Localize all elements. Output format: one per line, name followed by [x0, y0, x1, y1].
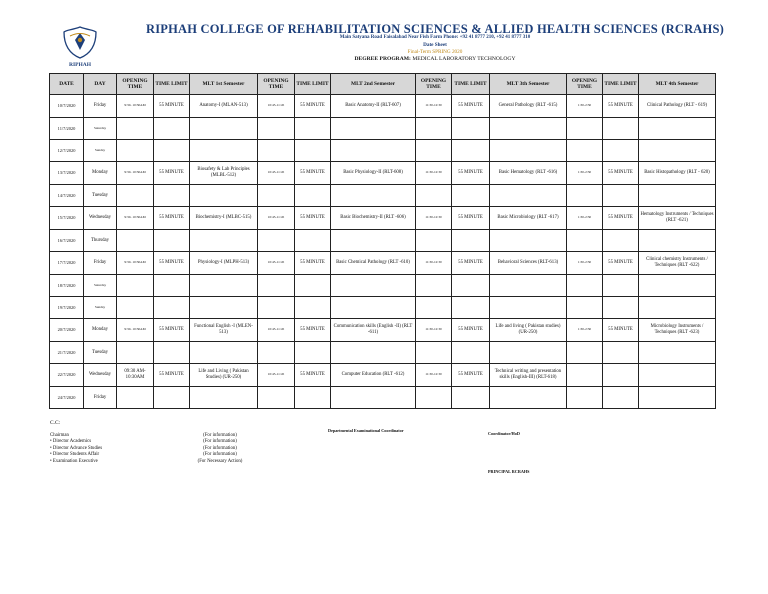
- opening-time-cell: [567, 275, 603, 297]
- subject-cell: [331, 387, 416, 409]
- time-limit-cell: [154, 342, 190, 364]
- time-limit-cell: 55 MINUTE: [603, 162, 639, 185]
- subject-cell: [490, 140, 567, 162]
- purpose: (For information): [203, 439, 237, 445]
- opening-time-cell: [416, 140, 452, 162]
- subject-cell: [639, 342, 716, 364]
- subject-cell: [490, 118, 567, 140]
- opening-time-cell: [258, 297, 295, 319]
- column-header: OPENING TIME: [258, 74, 295, 95]
- opening-time-cell: [416, 185, 452, 207]
- time-limit-cell: [295, 387, 331, 409]
- time-limit-cell: [452, 387, 490, 409]
- time-limit-cell: 55 MINUTE: [154, 207, 190, 230]
- opening-time-cell: [416, 387, 452, 409]
- time-limit-cell: [154, 185, 190, 207]
- opening-time-cell: 9:30- 10:30AM: [117, 162, 154, 185]
- time-limit-cell: 55 MINUTE: [295, 252, 331, 275]
- time-limit-cell: 55 MINUTE: [452, 162, 490, 185]
- date-cell: 20/7/2020: [50, 319, 84, 342]
- opening-time-cell: 9:30- 10:30AM: [117, 252, 154, 275]
- time-limit-cell: 55 MINUTE: [154, 95, 190, 118]
- time-limit-cell: [295, 185, 331, 207]
- column-header: MLT 3th Semester: [490, 74, 567, 95]
- opening-time-cell: 1:30-2:30: [567, 207, 603, 230]
- subject-cell: [639, 140, 716, 162]
- time-limit-cell: [603, 364, 639, 387]
- day-cell: Monday: [84, 319, 117, 342]
- dept-coordinator-signature: Departmental Examinational Coordinator: [328, 428, 404, 433]
- opening-time-cell: 11:30-12:30: [416, 364, 452, 387]
- opening-time-cell: [117, 230, 154, 252]
- purpose: (For information): [203, 433, 237, 438]
- time-limit-cell: [603, 230, 639, 252]
- subject-cell: Basic Histopathology (RLT - 620): [639, 162, 716, 185]
- opening-time-cell: 10:45-11:45: [258, 95, 295, 118]
- subject-cell: [490, 230, 567, 252]
- time-limit-cell: [603, 185, 639, 207]
- day-cell: Friday: [84, 387, 117, 409]
- subject-cell: [490, 387, 567, 409]
- time-limit-cell: [154, 140, 190, 162]
- time-limit-cell: [452, 342, 490, 364]
- column-header: OPENING TIME: [117, 74, 154, 95]
- subject-cell: [190, 118, 258, 140]
- subject-cell: [190, 387, 258, 409]
- time-limit-cell: 55 MINUTE: [452, 95, 490, 118]
- column-header: DAY: [84, 74, 117, 95]
- cc-label: C.C:: [50, 420, 61, 426]
- opening-time-cell: [416, 230, 452, 252]
- column-header: OPENING TIME: [416, 74, 452, 95]
- subject-cell: Clinical Pathology (RLT - 619): [639, 95, 716, 118]
- time-limit-cell: [452, 118, 490, 140]
- subject-cell: [190, 230, 258, 252]
- column-header: OPENING TIME: [567, 74, 603, 95]
- college-title: RIPHAH COLLEGE OF REHABILITATION SCIENCES & ALLIED HEALTH SCIENCES (RCRAHS): [146, 22, 724, 36]
- opening-time-cell: 1:30-2:30: [567, 252, 603, 275]
- column-header: TIME LIMIT: [295, 74, 331, 95]
- opening-time-cell: [416, 297, 452, 319]
- opening-time-cell: [117, 140, 154, 162]
- header-row: [50, 74, 716, 95]
- subject-cell: [639, 387, 716, 409]
- coordinator-signature: Coordinator/HoD: [488, 431, 520, 436]
- program-name: MEDICAL LABORATORY TECHNOLOGY: [412, 56, 516, 62]
- time-limit-cell: [603, 140, 639, 162]
- opening-time-cell: [567, 297, 603, 319]
- table-row: [50, 252, 716, 275]
- table-row: [50, 95, 716, 118]
- column-header: MLT 4th Semester: [639, 74, 716, 95]
- date-cell: 16/7/2020: [50, 230, 84, 252]
- table-row: [50, 118, 716, 140]
- time-limit-cell: [295, 230, 331, 252]
- time-limit-cell: [295, 342, 331, 364]
- time-limit-cell: 55 MINUTE: [154, 162, 190, 185]
- time-limit-cell: [295, 275, 331, 297]
- subject-cell: Basic Microbiology (RLT -617): [490, 207, 567, 230]
- opening-time-cell: [117, 185, 154, 207]
- time-limit-cell: 55 MINUTE: [452, 252, 490, 275]
- subject-cell: [331, 275, 416, 297]
- time-limit-cell: [603, 118, 639, 140]
- time-limit-cell: 55 MINUTE: [295, 364, 331, 387]
- time-limit-cell: 55 MINUTE: [603, 95, 639, 118]
- subject-cell: [490, 297, 567, 319]
- time-limit-cell: [154, 275, 190, 297]
- opening-time-cell: [258, 140, 295, 162]
- time-limit-cell: [154, 297, 190, 319]
- opening-time-cell: 9:30- 10:30AM: [117, 207, 154, 230]
- subject-cell: [331, 230, 416, 252]
- subject-cell: Hematology Instruments / Techniques (RLT -621): [639, 207, 716, 230]
- time-limit-cell: [154, 230, 190, 252]
- program-label: DEGREE PROGRAM:: [354, 56, 411, 62]
- time-limit-cell: [603, 387, 639, 409]
- subject-cell: [490, 342, 567, 364]
- subject-cell: Basic Chemical Pathology (RLT -610): [331, 252, 416, 275]
- day-cell: Wednesday: [84, 364, 117, 387]
- time-limit-cell: 55 MINUTE: [452, 207, 490, 230]
- subject-cell: Biochemistry-I (MLBC-515): [190, 207, 258, 230]
- time-limit-cell: 55 MINUTE: [603, 319, 639, 342]
- opening-time-cell: [117, 297, 154, 319]
- day-cell: Friday: [84, 252, 117, 275]
- subject-cell: Functional English -I (MLEN-513): [190, 319, 258, 342]
- time-limit-cell: 55 MINUTE: [295, 162, 331, 185]
- subject-cell: [639, 185, 716, 207]
- day-cell: Monday: [84, 162, 117, 185]
- date-cell: 24/7/2020: [50, 387, 84, 409]
- column-header: TIME LIMIT: [603, 74, 639, 95]
- table-row: [50, 162, 716, 185]
- time-limit-cell: 55 MINUTE: [452, 364, 490, 387]
- opening-time-cell: 11:30-12:30: [416, 95, 452, 118]
- opening-time-cell: [117, 275, 154, 297]
- opening-time-cell: [117, 118, 154, 140]
- column-header: DATE: [50, 74, 84, 95]
- date-cell: 14/7/2020: [50, 185, 84, 207]
- time-limit-cell: 55 MINUTE: [154, 364, 190, 387]
- time-limit-cell: [295, 118, 331, 140]
- recipient: • Director Students Affair: [50, 452, 100, 458]
- time-limit-cell: 55 MINUTE: [603, 207, 639, 230]
- subject-cell: Computer Education (RLT -612): [331, 364, 416, 387]
- opening-time-cell: 1:30-2:30: [567, 162, 603, 185]
- date-cell: 15/7/2020: [50, 207, 84, 230]
- day-cell: Wednesday: [84, 207, 117, 230]
- day-cell: Saturday: [84, 275, 117, 297]
- subject-cell: Anatomy-I (MLAN-513): [190, 95, 258, 118]
- opening-time-cell: [416, 118, 452, 140]
- time-limit-cell: [452, 275, 490, 297]
- date-cell: 12/7/2020: [50, 140, 84, 162]
- table-row: [50, 364, 716, 387]
- table-row: [50, 342, 716, 364]
- table-row: [50, 207, 716, 230]
- time-limit-cell: [452, 185, 490, 207]
- subject-cell: Basic Hematology (RLT -616): [490, 162, 567, 185]
- day-cell: Tuesday: [84, 342, 117, 364]
- subject-cell: [190, 140, 258, 162]
- opening-time-cell: 09:30 AM-10:30AM: [117, 364, 154, 387]
- subject-cell: [639, 230, 716, 252]
- time-limit-cell: [452, 297, 490, 319]
- subject-cell: [190, 342, 258, 364]
- time-limit-cell: 55 MINUTE: [295, 95, 331, 118]
- principal-signature: PRINCIPAL RCRAHS: [488, 469, 530, 474]
- opening-time-cell: 10:45-11:45: [258, 207, 295, 230]
- time-limit-cell: 55 MINUTE: [603, 252, 639, 275]
- day-cell: Thursday: [84, 230, 117, 252]
- subject-cell: [190, 185, 258, 207]
- subject-cell: Clinical chemistry Instruments / Techniques (RLT -622): [639, 252, 716, 275]
- time-limit-cell: [154, 387, 190, 409]
- opening-time-cell: 9:30- 10:30AM: [117, 319, 154, 342]
- opening-time-cell: 11:30-12:30: [416, 252, 452, 275]
- opening-time-cell: 1:30-2:30: [567, 319, 603, 342]
- time-limit-cell: 55 MINUTE: [154, 252, 190, 275]
- opening-time-cell: [567, 364, 603, 387]
- opening-time-cell: [567, 140, 603, 162]
- opening-time-cell: [567, 387, 603, 409]
- table-row: [50, 275, 716, 297]
- recipient: Chairman: [50, 433, 69, 438]
- opening-time-cell: [416, 275, 452, 297]
- subject-cell: [331, 185, 416, 207]
- purpose: (For information): [203, 452, 237, 458]
- recipient: • Director Advance Studies: [50, 445, 103, 451]
- time-limit-cell: [452, 140, 490, 162]
- subject-cell: [639, 297, 716, 319]
- day-cell: Friday: [84, 95, 117, 118]
- subject-cell: [639, 364, 716, 387]
- time-limit-cell: 55 MINUTE: [295, 319, 331, 342]
- term-label: Final-Term SPRING 2020: [407, 49, 463, 55]
- subject-cell: Biosafety & Lab Principles (MLBL-512): [190, 162, 258, 185]
- logo-text: RIPHAH: [69, 62, 91, 68]
- college-address: Main Satyana Road Faisalabad Near Fish Farm Phone: +92 41 8777 210, +92 41 8777 310: [339, 35, 531, 40]
- subject-cell: General Pathology (RLT -615): [490, 95, 567, 118]
- opening-time-cell: 10:45-11:45: [258, 319, 295, 342]
- opening-time-cell: [567, 118, 603, 140]
- column-header: MLT 1st Semester: [190, 74, 258, 95]
- subject-cell: Microbiology Instruments / Techniques (RLT -623): [639, 319, 716, 342]
- date-cell: 19/7/2020: [50, 297, 84, 319]
- opening-time-cell: [567, 230, 603, 252]
- opening-time-cell: 9:30- 10:30AM: [117, 95, 154, 118]
- table-row: [50, 387, 716, 409]
- recipient: • Director Academics: [50, 439, 92, 445]
- time-limit-cell: 55 MINUTE: [154, 319, 190, 342]
- day-cell: Sunday: [84, 140, 117, 162]
- date-cell: 10/7/2020: [50, 95, 84, 118]
- day-cell: Sunday: [84, 297, 117, 319]
- subject-cell: [190, 275, 258, 297]
- time-limit-cell: [452, 230, 490, 252]
- time-limit-cell: 55 MINUTE: [452, 319, 490, 342]
- opening-time-cell: [416, 342, 452, 364]
- subject-cell: Physiology-I (MLPH-513): [190, 252, 258, 275]
- date-cell: 17/7/2020: [50, 252, 84, 275]
- time-limit-cell: [603, 297, 639, 319]
- opening-time-cell: [258, 230, 295, 252]
- table-row: [50, 140, 716, 162]
- opening-time-cell: [258, 185, 295, 207]
- subject-cell: [639, 275, 716, 297]
- opening-time-cell: 10:45-11:45: [258, 364, 295, 387]
- opening-time-cell: 11:30-12:30: [416, 162, 452, 185]
- purpose: (For Necessary Action): [197, 458, 243, 464]
- opening-time-cell: [117, 387, 154, 409]
- column-header: TIME LIMIT: [452, 74, 490, 95]
- opening-time-cell: 10:45-11:45: [258, 252, 295, 275]
- time-limit-cell: 55 MINUTE: [295, 207, 331, 230]
- day-cell: Tuesday: [84, 185, 117, 207]
- opening-time-cell: [567, 185, 603, 207]
- time-limit-cell: [295, 297, 331, 319]
- opening-time-cell: [258, 387, 295, 409]
- date-cell: 18/7/2020: [50, 275, 84, 297]
- subject-cell: Basic Anatomy-II (RLT-607): [331, 95, 416, 118]
- recipient: • Examination Executive: [50, 458, 98, 464]
- date-cell: 13/7/2020: [50, 162, 84, 185]
- subject-cell: [331, 342, 416, 364]
- table-row: [50, 230, 716, 252]
- opening-time-cell: [258, 275, 295, 297]
- subject-cell: [331, 118, 416, 140]
- opening-time-cell: 1:30-2:30: [567, 95, 603, 118]
- date-cell: 22/7/2020: [50, 364, 84, 387]
- opening-time-cell: 11:30-12:30: [416, 207, 452, 230]
- subject-cell: [639, 118, 716, 140]
- opening-time-cell: 11:30-12:30: [416, 319, 452, 342]
- subject-cell: Communication skills (English -II) (RLT -611): [331, 319, 416, 342]
- degree-program: [110, 56, 760, 62]
- time-limit-cell: [154, 118, 190, 140]
- sheet-title: Date Sheet: [423, 42, 447, 48]
- opening-time-cell: 10:45-11:45: [258, 162, 295, 185]
- purpose: (For information): [203, 445, 237, 451]
- table-row: [50, 319, 716, 342]
- recipients-list: [50, 433, 102, 465]
- time-limit-cell: [295, 140, 331, 162]
- column-header: MLT 2nd Semester: [331, 74, 416, 95]
- subject-cell: Life and living ( Pakistan studies) (UR-250): [490, 319, 567, 342]
- time-limit-cell: [603, 275, 639, 297]
- opening-time-cell: [258, 342, 295, 364]
- subject-cell: [190, 297, 258, 319]
- subject-cell: Technical writing and presentation skills (English-III) (RLT-618): [490, 364, 567, 387]
- subject-cell: Life and Living ( Pakistan Studies) (UR-250): [190, 364, 258, 387]
- opening-time-cell: [117, 342, 154, 364]
- table-row: [50, 185, 716, 207]
- time-limit-cell: [603, 342, 639, 364]
- subject-cell: Basic Physiology-II (RLT-608): [331, 162, 416, 185]
- subject-cell: [331, 140, 416, 162]
- subject-cell: [490, 185, 567, 207]
- table-row: [50, 297, 716, 319]
- subject-cell: [490, 275, 567, 297]
- opening-time-cell: [258, 118, 295, 140]
- opening-time-cell: [567, 342, 603, 364]
- date-cell: 21/7/2020: [50, 342, 84, 364]
- subject-cell: [331, 297, 416, 319]
- subject-cell: Behavioral Sciences (RLT-613): [490, 252, 567, 275]
- college-logo: [58, 24, 102, 72]
- subject-cell: Basic Biochemistry-II (RLT -606): [331, 207, 416, 230]
- column-header: TIME LIMIT: [154, 74, 190, 95]
- day-cell: Saturday: [84, 118, 117, 140]
- date-cell: 11/7/2020: [50, 118, 84, 140]
- date-sheet-table: [49, 73, 716, 409]
- purposes-list: [180, 433, 260, 465]
